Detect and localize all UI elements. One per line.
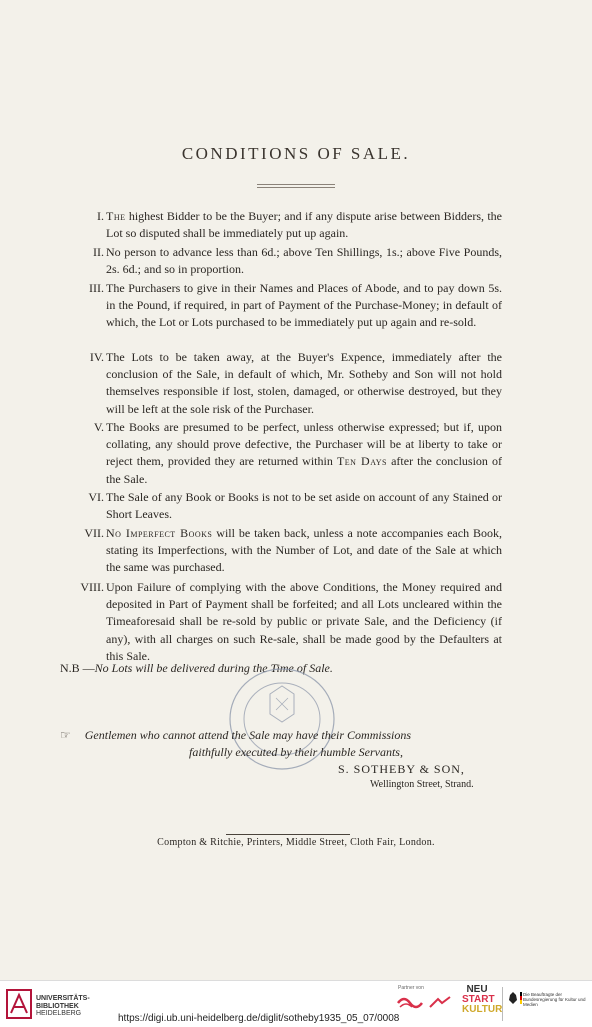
condition-emphasis: Ten Days xyxy=(336,454,387,469)
condition-text: The Books are presumed to be perfect, unless otherwise expressed; but if, upon collating, any should prove defective, the Purchaser will be at liberty to take or reject them, provided they are returned within xyxy=(106,420,502,469)
nb-label: N.B — xyxy=(60,661,95,675)
partner-label: Partner von xyxy=(398,985,424,991)
viewer-footer xyxy=(0,980,592,1027)
condition-number: IV. xyxy=(89,350,104,364)
show-through-text xyxy=(0,68,592,94)
seller-address: Wellington Street, Strand. xyxy=(370,779,474,790)
condition-text: The Lots to be taken away, at the Buyer's Expence, immediately after the conclusion of the Sale, in default of which, Mr. Sotheby and Son will not hold themselves responsible if lost, stolen, damaged, or otherwise destroyed, but they will be left at the sole risk of the Purchaser. xyxy=(106,350,502,416)
neustart-line: NEU xyxy=(466,984,488,995)
condition-text: highest Bidder to be the Buyer; and if any dispute arise between Bidders, the Lot so disputed shall be immediately put up again. xyxy=(106,209,502,241)
neustart-kultur-logo[interactable] xyxy=(462,984,503,1015)
condition-3 xyxy=(89,280,502,332)
page-title: CONDITIONS OF SALE. xyxy=(181,144,411,163)
condition-8 xyxy=(80,579,502,665)
condition-number: VII. xyxy=(84,526,104,540)
neustart-line: START xyxy=(462,994,495,1005)
condition-lead: No Imperfect Books xyxy=(106,526,213,540)
title-rule xyxy=(257,184,335,188)
nb-text: No Lots will be delivered during the Time of Sale. xyxy=(94,661,333,675)
condition-lead: The xyxy=(106,209,126,223)
condition-number: II. xyxy=(93,245,104,259)
printer-rule xyxy=(226,834,350,835)
condition-text: The Purchasers to give in their Names and Places of Abode, and to pay down 5s. in the Pound, if required, in part of Payment of the Purchase-Money; in default of which, the Lot or Lots purchased to be immediately put up again and re-sold. xyxy=(106,281,502,330)
condition-number: V. xyxy=(93,420,104,434)
neustart-line: KULTUR xyxy=(462,1004,503,1015)
library-name-line: BIBLIOTHEK xyxy=(36,1002,79,1010)
pointing-hand-icon: ☞ xyxy=(60,728,71,742)
condition-number: III. xyxy=(89,281,104,295)
library-name xyxy=(36,995,90,1018)
condition-6 xyxy=(88,489,502,523)
commissions-line xyxy=(60,728,520,743)
partner-logo-icon[interactable] xyxy=(396,993,424,1013)
university-library-logo-icon[interactable] xyxy=(6,989,32,1019)
condition-4 xyxy=(89,349,502,418)
condition-number: VI. xyxy=(88,490,104,504)
condition-1 xyxy=(97,208,502,242)
federal-commissioner-text: Die Beauftragte der Bundesregierung für Kultur und Medien xyxy=(523,992,586,1007)
condition-text-end: after the conclusion of the Sale. xyxy=(106,454,503,486)
condition-text: Upon Failure of complying with the above Conditions, the Money required and deposited in Part of Payment shall be forfeited; and all Lots uncleared within the Timeaforesaid shall be re-sold by public or private Sale, and the Deficiency (if any), with all charges on such Re-sale, shall be made good by the Defaulters at this Sale. xyxy=(106,580,502,663)
condition-text: The Sale of any Book or Books is not to be set aside on account of any Stained or Short Leaves. xyxy=(106,490,502,522)
footer-divider xyxy=(502,987,503,1021)
commissions-text-2: faithfully executed by their humble Servants, xyxy=(189,745,403,759)
commissions-text-1: Gentlemen who cannot attend the Sale may have their Commissions xyxy=(84,728,412,742)
partner-logo-icon[interactable] xyxy=(428,995,452,1011)
condition-2 xyxy=(93,244,502,278)
library-name-line: UNIVERSITÄTS- xyxy=(36,995,90,1002)
condition-number: I. xyxy=(97,209,104,223)
condition-number: VIII. xyxy=(80,580,104,594)
federal-eagle-icon xyxy=(508,991,518,1005)
printer-imprint: Compton & Ritchie, Printers, Middle Street, Cloth Fair, London. xyxy=(157,837,435,848)
condition-text: No person to advance less than 6d.; above Ten Shillings, 1s.; above Five Pounds, 2s. 6d.; and so in proportion. xyxy=(106,245,502,277)
german-flag-icon xyxy=(520,992,522,1004)
condition-5 xyxy=(93,419,503,488)
condition-text: will be taken back, unless a note accompanies each Book, stating its Imperfections, with the Number of Lot, and date of the Sale at which the same was purchased. xyxy=(106,526,502,575)
condition-7 xyxy=(84,525,502,577)
permalink-url[interactable]: https://digi.ub.uni-heidelberg.de/diglit/sotheby1935_05_07/0008 xyxy=(118,1013,400,1024)
library-name-line: HEIDELBERG xyxy=(36,1010,82,1018)
seller-name: S. SOTHEBY & SON, xyxy=(338,762,465,776)
